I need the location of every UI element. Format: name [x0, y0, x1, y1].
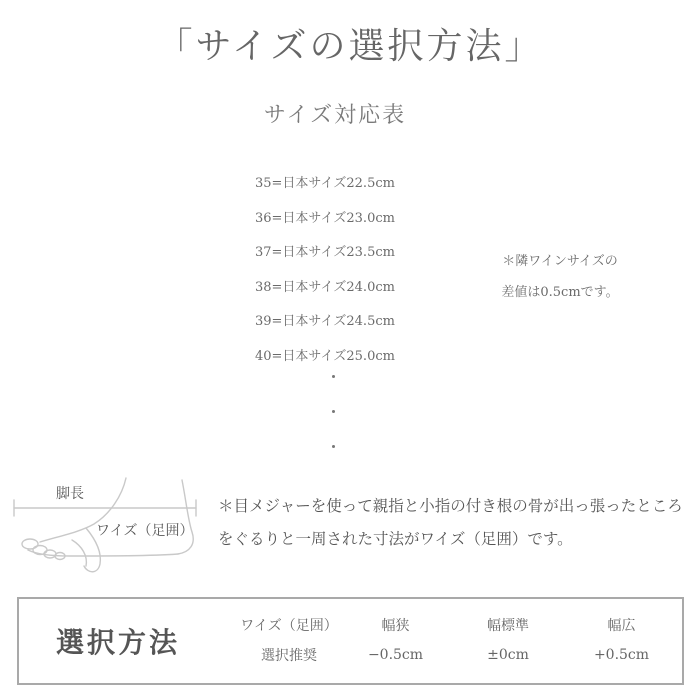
foot-width-label: ワイズ（足囲）	[96, 523, 194, 539]
size-difference-note	[490, 246, 630, 308]
measurement-explanation: ＊目メジャーを使って親指と小指の付き根の骨が出っ張ったところをぐるりと一周された寸法がワイズ（足囲）です。	[218, 497, 683, 548]
dot	[332, 410, 335, 413]
size-list	[255, 172, 455, 379]
table-cell: 幅標準	[487, 618, 529, 634]
page-title: 「サイズの選択方法」	[156, 26, 544, 67]
table-cell: ワイズ（足囲）	[240, 618, 338, 634]
size-row: 40=日本サイズ25.0cm	[255, 348, 395, 364]
table-row	[230, 640, 670, 670]
selection-method-label: 選択方法	[56, 626, 181, 659]
table-cell: 選択推奨	[261, 648, 317, 664]
size-row: 36=日本サイズ23.0cm	[255, 210, 395, 226]
table-cell: −0.5cm	[367, 647, 424, 663]
table-cell: 幅狭	[381, 618, 410, 634]
dot	[332, 445, 335, 448]
table-cell: ±0cm	[487, 647, 529, 663]
note-line: 差値は0.5cmです。	[501, 285, 619, 300]
note-line: ＊隣ワインサイズの	[502, 254, 618, 269]
table-cell: 幅広	[607, 618, 636, 634]
dot	[332, 375, 335, 378]
size-row: 37=日本サイズ23.5cm	[255, 245, 395, 260]
size-row: 35=日本サイズ22.5cm	[255, 176, 395, 191]
table-cell: +0.5cm	[593, 647, 650, 663]
continuation-dots	[332, 375, 342, 480]
size-row: 38=日本サイズ24.0cm	[255, 279, 395, 295]
foot-length-label: 脚長	[56, 486, 84, 502]
table-header-row	[230, 610, 670, 640]
size-row: 39=日本サイズ24.5cm	[255, 314, 395, 329]
size-chart-heading: サイズ対応表	[263, 103, 407, 128]
selection-table	[230, 610, 670, 670]
